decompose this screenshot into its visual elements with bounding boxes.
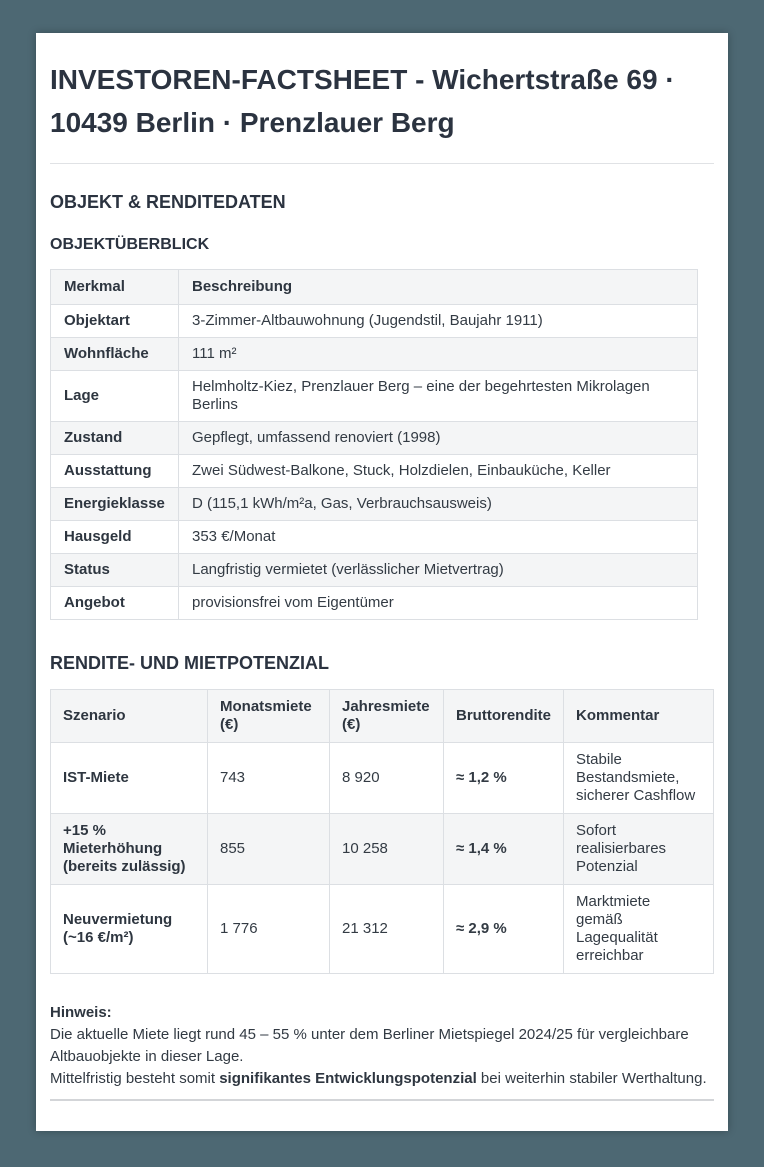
bottom-divider — [50, 1099, 714, 1101]
table-row — [51, 587, 698, 620]
row-value: Zwei Südwest-Balkone, Stuck, Holzdielen, Einbauküche, Keller — [179, 455, 698, 488]
comment-value: Marktmiete gemäß Lagequalität erreichbar — [564, 885, 714, 974]
section-heading-objekt-renditedaten: OBJEKT & RENDITEDATEN — [50, 192, 286, 212]
row-value: 3-Zimmer-Altbauwohnung (Jugendstil, Baujahr 1911) — [179, 305, 698, 338]
scenario-label: Neuvermietung (~16 €/m²) — [51, 885, 208, 974]
yield-header-szenario: Szenario — [51, 690, 208, 743]
note-line-2 — [50, 1068, 714, 1090]
row-value: 353 €/Monat — [179, 521, 698, 554]
monthly-rent-value: 743 — [208, 743, 330, 814]
monthly-rent-value: 1 776 — [208, 885, 330, 974]
note-block — [50, 1002, 714, 1090]
note-line-2-prefix: Mittelfristig besteht somit — [50, 1070, 220, 1087]
annual-rent-value: 10 258 — [330, 814, 444, 885]
row-label: Zustand — [51, 422, 179, 455]
row-value: 111 m² — [179, 338, 698, 371]
row-value: D (115,1 kWh/m²a, Gas, Verbrauchsausweis) — [179, 488, 698, 521]
page-title — [50, 58, 714, 144]
table-row — [51, 422, 698, 455]
comment-value: Stabile Bestandsmiete, sicherer Cashflow — [564, 743, 714, 814]
sub-heading-objektueberblick: OBJEKTÜBERBLICK — [50, 236, 210, 253]
yield-header-bruttorendite: Bruttorendite — [444, 690, 564, 743]
note-line-2-suffix: bei weiterhin stabiler Werthaltung. — [476, 1070, 707, 1087]
section-heading-rendite-mietpotenzial: RENDITE- UND MIETPOTENZIAL — [50, 653, 329, 673]
table-row — [51, 743, 714, 814]
note-line-1: Die aktuelle Miete liegt rund 45 – 55 % unter dem Berliner Mietspiegel 2024/25 für vergleichbare Altbauobjekte in dieser Lage. — [50, 1026, 689, 1065]
scenario-label: IST-Miete — [51, 743, 208, 814]
page-title-line-2: 10439 Berlin · Prenzlauer Berg — [50, 107, 455, 138]
row-label: Wohnfläche — [51, 338, 179, 371]
row-label: Objektart — [51, 305, 179, 338]
gross-yield-value: ≈ 1,2 % — [444, 743, 564, 814]
table-row — [51, 338, 698, 371]
row-value: Helmholtz-Kiez, Prenzlauer Berg – eine der begehrtesten Mikrolagen Berlins — [179, 371, 698, 422]
factsheet-page — [36, 33, 728, 1131]
table-row — [51, 488, 698, 521]
row-label: Lage — [51, 371, 179, 422]
table-row — [51, 814, 714, 885]
overview-header-merkmal: Merkmal — [51, 270, 179, 305]
overview-table — [50, 269, 698, 620]
comment-value: Sofort realisierbares Potenzial — [564, 814, 714, 885]
row-label: Energieklasse — [51, 488, 179, 521]
row-value: Gepflegt, umfassend renoviert (1998) — [179, 422, 698, 455]
table-row — [51, 305, 698, 338]
row-label: Status — [51, 554, 179, 587]
table-row — [51, 885, 714, 974]
annual-rent-value: 21 312 — [330, 885, 444, 974]
gross-yield-value: ≈ 2,9 % — [444, 885, 564, 974]
table-row — [51, 455, 698, 488]
table-row — [51, 371, 698, 422]
annual-rent-value: 8 920 — [330, 743, 444, 814]
row-label: Angebot — [51, 587, 179, 620]
title-divider — [50, 163, 714, 164]
yield-header-kommentar: Kommentar — [564, 690, 714, 743]
yield-header-row — [51, 690, 714, 743]
gross-yield-value: ≈ 1,4 % — [444, 814, 564, 885]
yield-header-monatsmiete: Monatsmiete (€) — [208, 690, 330, 743]
table-row — [51, 521, 698, 554]
row-value: Langfristig vermietet (verlässlicher Mietvertrag) — [179, 554, 698, 587]
note-line-2-bold: signifikantes Entwicklungspotenzial — [219, 1070, 477, 1087]
overview-header-row — [51, 270, 698, 305]
scenario-label: +15 % Mieterhöhung (bereits zulässig) — [51, 814, 208, 885]
overview-header-beschreibung: Beschreibung — [179, 270, 698, 305]
monthly-rent-value: 855 — [208, 814, 330, 885]
row-value: provisionsfrei vom Eigentümer — [179, 587, 698, 620]
table-row — [51, 554, 698, 587]
row-label: Hausgeld — [51, 521, 179, 554]
yield-header-jahresmiete: Jahresmiete (€) — [330, 690, 444, 743]
row-label: Ausstattung — [51, 455, 179, 488]
note-label: Hinweis: — [50, 1004, 112, 1021]
yield-table — [50, 689, 714, 974]
page-title-line-1: INVESTOREN-FACTSHEET - Wichertstraße 69 · — [50, 64, 675, 95]
